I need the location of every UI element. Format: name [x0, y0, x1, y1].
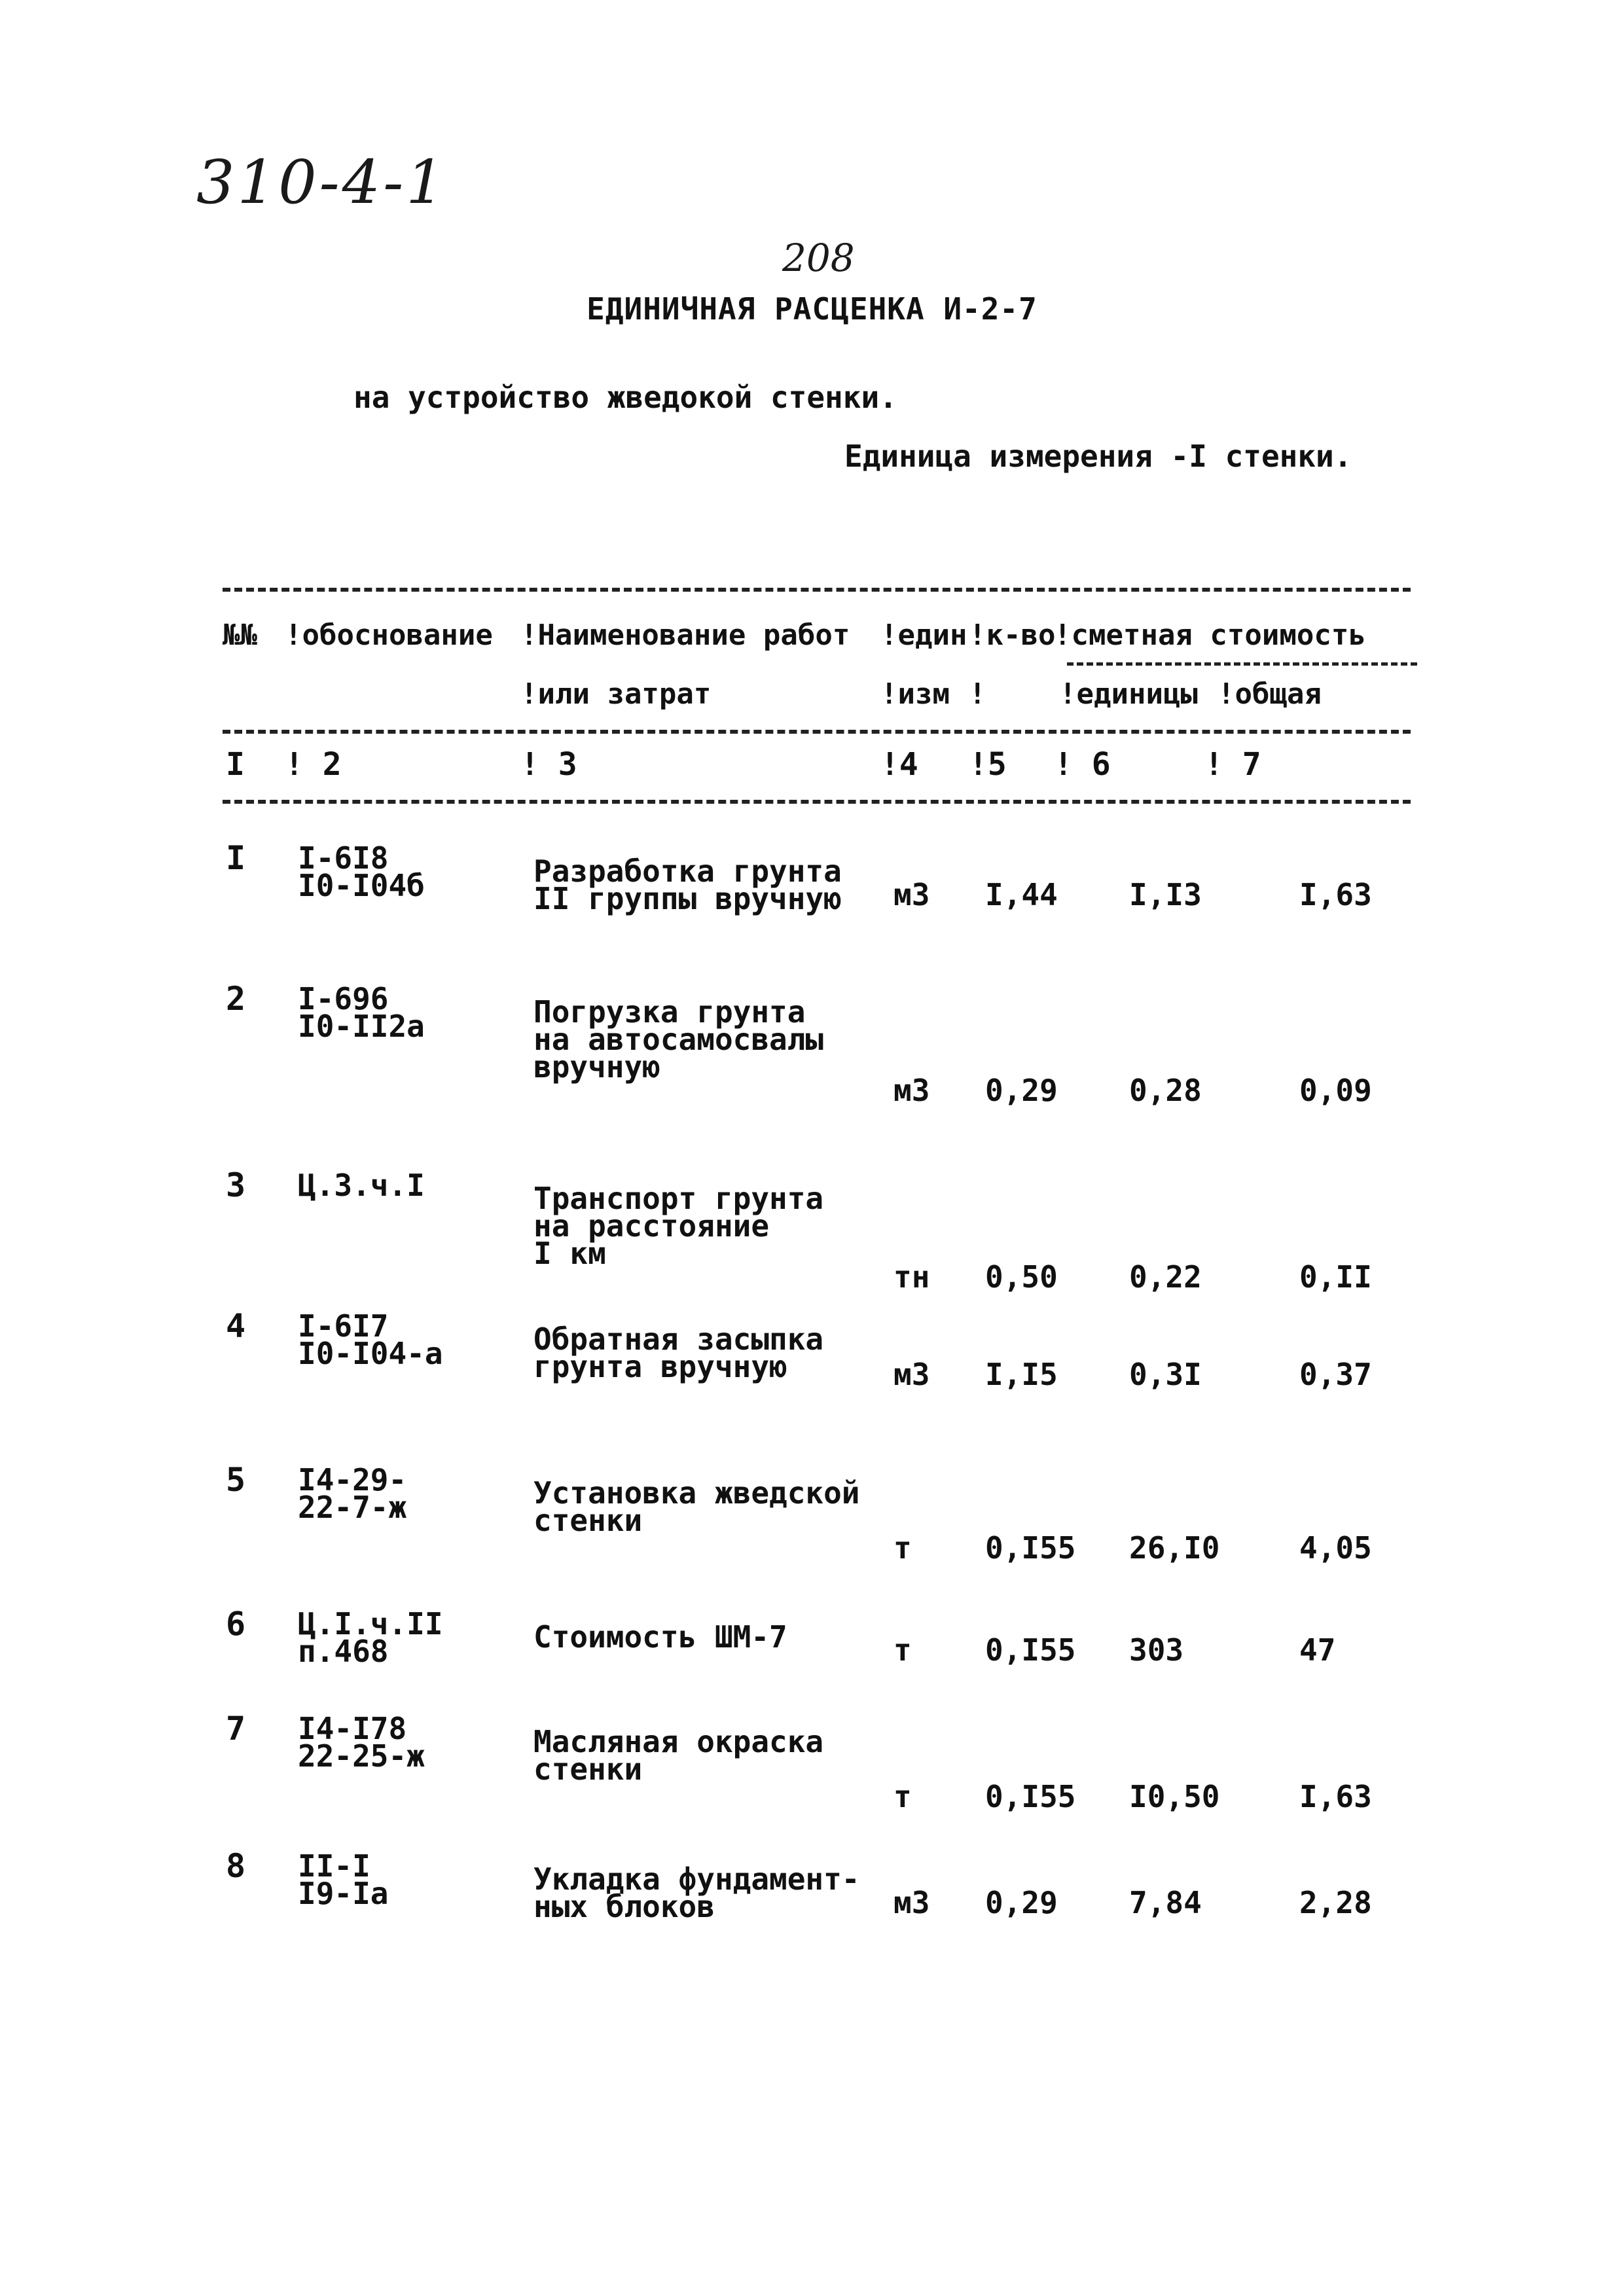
row-work-name-line: ных блоков	[533, 1889, 715, 1924]
row-work-name-line: Укладка фундамент-	[533, 1861, 860, 1897]
column-number: !4	[880, 746, 918, 783]
row-total-cost: 4,05	[1299, 1530, 1372, 1566]
row-work-name-line: Установка жведской	[533, 1475, 860, 1511]
row-work-name-line: на автосамосвалы	[533, 1022, 824, 1057]
row-work-name	[533, 994, 824, 1085]
row-basis	[298, 1462, 407, 1525]
row-basis-line: I-6I7	[298, 1308, 389, 1344]
row-basis-line: п.468	[298, 1634, 389, 1669]
row-quantity: 0,29	[985, 1885, 1058, 1920]
row-basis-line: I0-II2а	[298, 1009, 425, 1044]
row-unit-cost: 7,84	[1129, 1885, 1202, 1920]
row-total-cost: 0,II	[1299, 1259, 1372, 1295]
row-work-name-line: II группы вручную	[533, 881, 842, 916]
row-basis	[298, 981, 425, 1044]
row-unit: т	[893, 1530, 912, 1566]
header-col-unit-line1: !един	[880, 619, 967, 652]
row-quantity: I,44	[985, 877, 1058, 912]
row-basis-line: Ц.I.ч.II	[298, 1606, 443, 1641]
column-number: I	[226, 746, 245, 783]
row-basis	[298, 1308, 443, 1371]
header-col-total: !общая	[1218, 677, 1322, 711]
row-work-name-line: Транспорт грунта	[533, 1181, 824, 1216]
row-unit: м3	[893, 877, 930, 912]
row-basis	[298, 1711, 425, 1774]
row-quantity: 0,I55	[985, 1779, 1076, 1814]
cost-group-rule	[1067, 662, 1417, 666]
row-work-name	[533, 1321, 824, 1384]
row-work-name-line: Погрузка грунта	[533, 994, 806, 1030]
table-top-rule	[223, 588, 1411, 592]
header-col-unit-cost: !единицы	[1059, 677, 1198, 711]
row-unit: м3	[893, 1357, 930, 1392]
row-unit: т	[893, 1632, 912, 1668]
column-number-rule	[223, 800, 1411, 804]
row-work-name	[533, 1619, 787, 1655]
row-unit-cost: I,I3	[1129, 877, 1202, 912]
row-basis-line: I4-I78	[298, 1711, 407, 1746]
row-quantity: 0,29	[985, 1073, 1058, 1108]
row-total-cost: 0,09	[1299, 1073, 1372, 1108]
row-work-name-line: Обратная засыпка	[533, 1321, 824, 1357]
row-work-name-line: Разработка грунта	[533, 853, 842, 889]
row-basis-line: I0-I04б	[298, 868, 425, 903]
row-work-name-line: вручную	[533, 1049, 660, 1085]
header-col-unit-line2: !изм	[880, 677, 950, 711]
row-quantity: I,I5	[985, 1357, 1058, 1392]
row-unit-cost: 0,3I	[1129, 1357, 1202, 1392]
row-basis-line: I9-Iа	[298, 1876, 389, 1911]
row-unit: м3	[893, 1885, 930, 1920]
row-work-name-line: Масляная окраска	[533, 1724, 824, 1759]
document-title: ЕДИНИЧНАЯ РАСЦЕНКА И-2-7	[586, 291, 1038, 327]
row-total-cost: 0,37	[1299, 1357, 1372, 1392]
header-col-qty-line2: !	[969, 677, 986, 711]
row-quantity: 0,I55	[985, 1530, 1076, 1566]
row-number: 6	[226, 1605, 246, 1643]
row-basis-line: 22-7-ж	[298, 1490, 407, 1525]
row-work-name-line: стенки	[533, 1503, 643, 1538]
row-work-name	[533, 1724, 824, 1787]
row-total-cost: 47	[1299, 1632, 1336, 1668]
row-number: 3	[226, 1166, 246, 1204]
header-col-qty-line1: !к-во	[969, 619, 1056, 652]
row-unit: тн	[893, 1259, 930, 1295]
row-basis	[298, 1848, 389, 1911]
row-work-name-line: стенки	[533, 1751, 643, 1787]
row-unit: т	[893, 1779, 912, 1814]
handwritten-document-number: 310-4-1	[196, 147, 447, 217]
row-basis-line: 22-25-ж	[298, 1738, 425, 1774]
header-col-basis: !обоснование	[285, 619, 493, 652]
row-work-name	[533, 1861, 860, 1924]
row-total-cost: 2,28	[1299, 1885, 1372, 1920]
row-unit: м3	[893, 1073, 930, 1108]
row-work-name-line: грунта вручную	[533, 1349, 787, 1384]
row-work-name	[533, 1181, 824, 1271]
column-number: !5	[969, 746, 1007, 783]
handwritten-page-number: 208	[782, 236, 855, 280]
row-basis	[298, 1168, 425, 1203]
row-number: 4	[226, 1307, 246, 1345]
row-total-cost: I,63	[1299, 877, 1372, 912]
row-number: 5	[226, 1461, 246, 1499]
header-col-name-line2: !или затрат	[520, 677, 712, 711]
row-number: 8	[226, 1847, 246, 1885]
header-cost-group: !сметная стоимость	[1054, 619, 1366, 652]
row-basis-line: I0-I04-а	[298, 1336, 443, 1371]
row-basis-line: I-6I8	[298, 840, 389, 876]
header-col-number: №№	[223, 619, 257, 652]
unit-of-measure-line: Единица измерения -I стенки.	[844, 439, 1352, 474]
row-quantity: 0,50	[985, 1259, 1058, 1295]
header-col-name-line1: !Наименование работ	[520, 619, 850, 652]
column-number: ! 3	[520, 746, 577, 783]
row-unit-cost: 303	[1129, 1632, 1184, 1668]
row-basis	[298, 840, 425, 903]
row-basis-line: II-I	[298, 1848, 370, 1884]
row-work-name-line: Стоимость ШМ-7	[533, 1619, 787, 1655]
row-work-name	[533, 1475, 860, 1538]
row-work-name	[533, 853, 842, 916]
row-number: I	[226, 839, 246, 877]
row-basis	[298, 1606, 443, 1669]
row-unit-cost: 0,22	[1129, 1259, 1202, 1295]
row-quantity: 0,I55	[985, 1632, 1076, 1668]
row-unit-cost: I0,50	[1129, 1779, 1220, 1814]
row-unit-cost: 26,I0	[1129, 1530, 1220, 1566]
column-number: ! 2	[285, 746, 342, 783]
row-unit-cost: 0,28	[1129, 1073, 1202, 1108]
row-total-cost: I,63	[1299, 1779, 1372, 1814]
row-work-name-line: I км	[533, 1236, 606, 1271]
row-work-name-line: на расстояние	[533, 1208, 770, 1244]
document-subtitle: на устройство жведокой стенки.	[353, 380, 897, 415]
column-number: ! 7	[1204, 746, 1261, 783]
row-basis-line: I-696	[298, 981, 389, 1016]
row-basis-line: Ц.3.ч.I	[298, 1168, 425, 1203]
row-number: 7	[226, 1710, 246, 1748]
column-number: ! 6	[1054, 746, 1111, 783]
header-bottom-rule	[223, 730, 1411, 734]
row-number: 2	[226, 980, 246, 1018]
row-basis-line: I4-29-	[298, 1462, 407, 1498]
